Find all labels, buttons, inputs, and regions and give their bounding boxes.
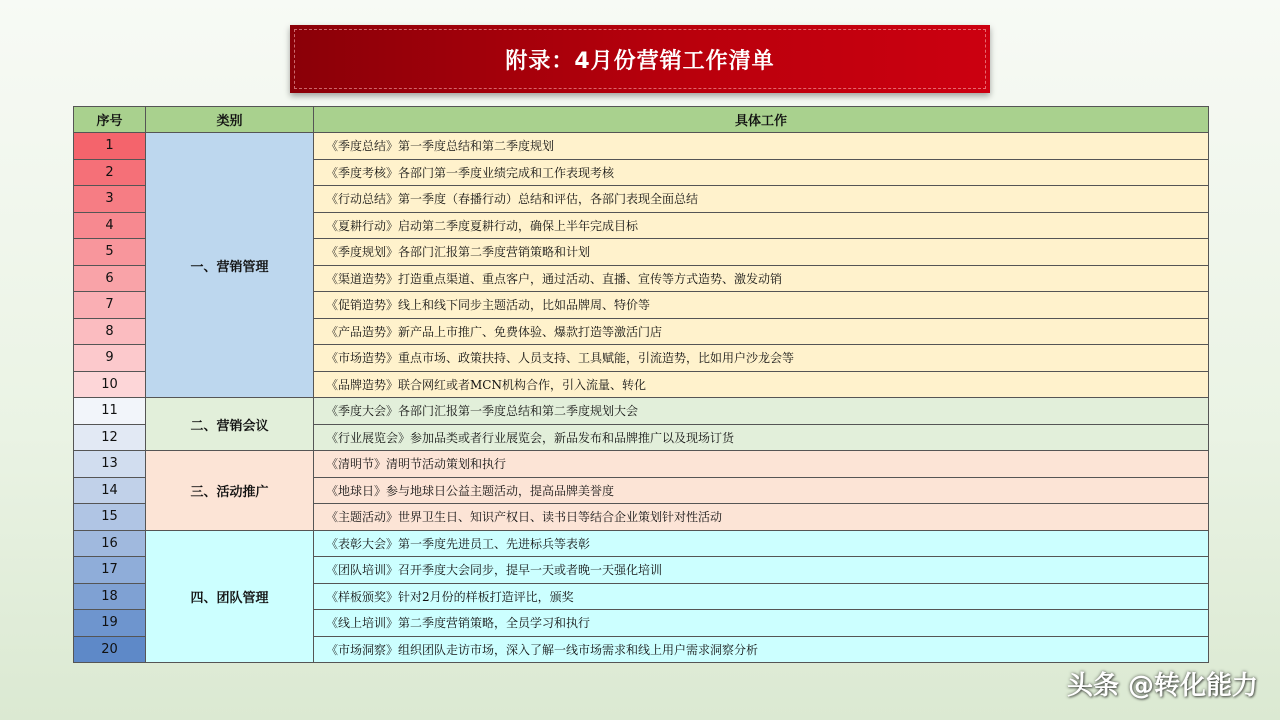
work-item: 《线上培训》第二季度营销策略，全员学习和执行	[314, 610, 1209, 637]
title-banner	[290, 25, 990, 93]
row-number: 16	[74, 530, 146, 557]
work-item: 《促销造势》线上和线下同步主题活动，比如品牌周、特价等	[314, 292, 1209, 319]
row-number: 17	[74, 557, 146, 584]
header-category: 类别	[146, 107, 314, 133]
work-item: 《主题活动》世界卫生日、知识产权日、读书日等结合企业策划针对性活动	[314, 504, 1209, 531]
work-item: 《市场造势》重点市场、政策扶持、人员支持、工具赋能，引流造势，比如用户沙龙会等	[314, 345, 1209, 372]
row-number: 10	[74, 371, 146, 398]
work-item: 《行业展览会》参加品类或者行业展览会，新品发布和品牌推广以及现场订货	[314, 424, 1209, 451]
work-item: 《季度考核》各部门第一季度业绩完成和工作表现考核	[314, 159, 1209, 186]
work-item: 《市场洞察》组织团队走访市场，深入了解一线市场需求和线上用户需求洞察分析	[314, 636, 1209, 663]
work-item: 《季度规划》各部门汇报第二季度营销策略和计划	[314, 239, 1209, 266]
table-row	[74, 530, 1209, 557]
row-number: 12	[74, 424, 146, 451]
table-header-row	[74, 107, 1209, 133]
category-cell: 二、营销会议	[146, 398, 314, 451]
header-num: 序号	[74, 107, 146, 133]
work-item: 《样板颁奖》针对2月份的样板打造评比，颁奖	[314, 583, 1209, 610]
work-list-table	[73, 106, 1209, 663]
category-cell: 三、活动推广	[146, 451, 314, 531]
row-number: 13	[74, 451, 146, 478]
table-row	[74, 451, 1209, 478]
row-number: 14	[74, 477, 146, 504]
category-cell: 四、团队管理	[146, 530, 314, 663]
row-number: 6	[74, 265, 146, 292]
row-number: 9	[74, 345, 146, 372]
row-number: 15	[74, 504, 146, 531]
work-item: 《夏耕行动》启动第二季度夏耕行动，确保上半年完成目标	[314, 212, 1209, 239]
row-number: 11	[74, 398, 146, 425]
work-item: 《产品造势》新产品上市推广、免费体验、爆款打造等激活门店	[314, 318, 1209, 345]
watermark: 头条 @转化能力	[1066, 671, 1258, 701]
page-title: 附录：4月份营销工作清单	[505, 48, 775, 74]
work-item: 《团队培训》召开季度大会同步，提早一天或者晚一天强化培训	[314, 557, 1209, 584]
work-item: 《渠道造势》打造重点渠道、重点客户，通过活动、直播、宣传等方式造势、激发动销	[314, 265, 1209, 292]
table-row	[74, 133, 1209, 160]
table-row	[74, 398, 1209, 425]
work-item: 《季度大会》各部门汇报第一季度总结和第二季度规划大会	[314, 398, 1209, 425]
work-item: 《清明节》清明节活动策划和执行	[314, 451, 1209, 478]
header-work: 具体工作	[314, 107, 1209, 133]
work-item: 《地球日》参与地球日公益主题活动，提高品牌美誉度	[314, 477, 1209, 504]
row-number: 18	[74, 583, 146, 610]
row-number: 20	[74, 636, 146, 663]
work-item: 《季度总结》第一季度总结和第二季度规划	[314, 133, 1209, 160]
work-item: 《品牌造势》联合网红或者MCN机构合作，引入流量、转化	[314, 371, 1209, 398]
row-number: 8	[74, 318, 146, 345]
work-item: 《行动总结》第一季度（春播行动）总结和评估，各部门表现全面总结	[314, 186, 1209, 213]
row-number: 7	[74, 292, 146, 319]
row-number: 2	[74, 159, 146, 186]
row-number: 3	[74, 186, 146, 213]
work-item: 《表彰大会》第一季度先进员工、先进标兵等表彰	[314, 530, 1209, 557]
category-cell: 一、营销管理	[146, 133, 314, 398]
row-number: 1	[74, 133, 146, 160]
row-number: 5	[74, 239, 146, 266]
row-number: 19	[74, 610, 146, 637]
row-number: 4	[74, 212, 146, 239]
